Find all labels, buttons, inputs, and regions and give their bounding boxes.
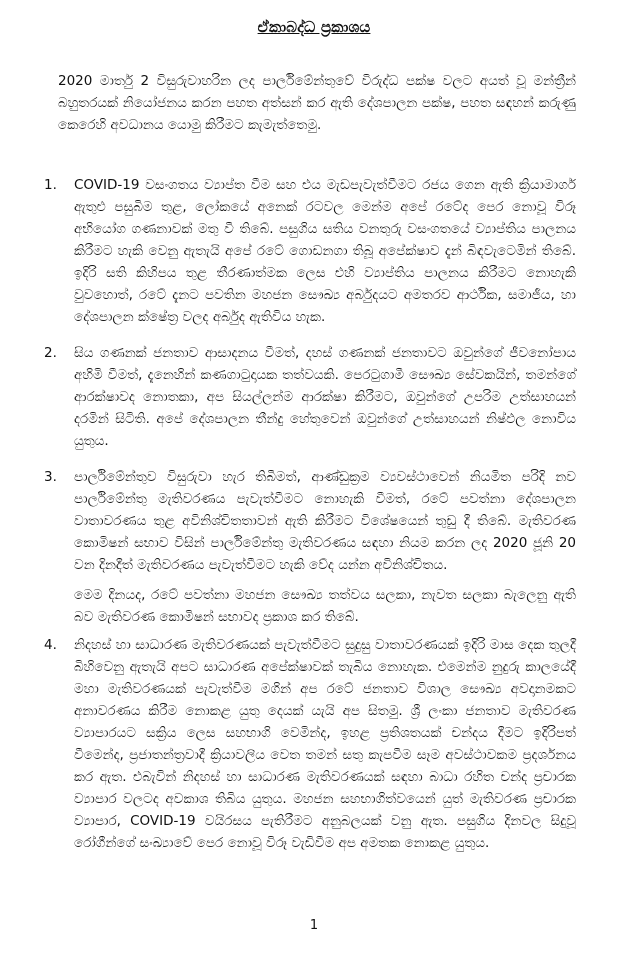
item-body bbox=[74, 634, 576, 854]
page-number: 1 bbox=[309, 918, 319, 933]
numbered-item-3 bbox=[44, 466, 576, 628]
item-body bbox=[74, 466, 576, 628]
document-title: ඒකාබද්ධ ප්‍රකාශය bbox=[257, 18, 371, 36]
item-paragraph: මෙම දිනයද, රටේ පවත්නා මහජන සෞඛ්‍ය තත්වය සලකා, නැවත සලකා බැලෙනු ඇති බව මැතිවරණ කොමිෂන් සභාවද ප්‍රකාශ කර තිබේ. bbox=[74, 587, 576, 625]
item-number: 1. bbox=[44, 177, 57, 193]
item-number: 2. bbox=[44, 345, 57, 361]
item-number: 3. bbox=[44, 469, 57, 485]
item-paragraph: පාර්ලිමේන්තුව විසුරුවා හැර තිබීමත්, ආණ්ඩුක්‍රම ව්‍යවස්ථාවෙන් නියමිත පරිදි නව පාර්ලිමේන්තු මැතිවරණය පැවැත්වීමට නොහැකි වීමත්, රටේ පවත්නා දේශපාලන වාතාවරණය තුළ අවිනිශ්චිතතාවන් ඇති කිරීමට විශේෂයෙන් තුඩු දී තිබේ. මැතිවරණ කොමිෂන් සභාව විසින් පාර්ලිමේන්තු මැතිවරණය සඳහා නියම කරන ලද 2020 ජූනි 20 වන දිනදීත් මැතිවරණය පැවැත්වීමට හැකි වේද යන්න අවිනිශ්චිතය. bbox=[74, 469, 576, 573]
item-body bbox=[74, 342, 576, 452]
item-paragraph: COVID-19 වසංගතය ව්‍යාප්ත වීම සහ එය මැඩපැවැත්වීමට රජය ගෙන ඇති ක්‍රියාමාර්ග ඇතුළු පසුබිම තුළ, ලෝකයේ අනෙක් රටවල මෙන්ම අපේ රටේද පෙර නොවූ විරූ අභියෝග ගණනාවක් මතු වී තිබේ. පසුගිය සතිය වනතුරු වසංගතයේ ව්‍යාප්තිය පාලනය කිරීමට හැකි වෙනු ඇතැයි අපේ රටේ ගොඩනගා තිබූ අපේක්ෂාව දැන් බිඳවැටෙමින් තිබේ. ඉදිරි සති කිහිපය තුළ තීරණාත්මක ලෙස එහි ව්‍යාප්තිය පාලනය කිරීමට නොහැකි වුවහොත්, රටේ දැනට පවතින මහජන සෞඛ්‍ය අර්බුදයට අමතරව ආර්ථික, සමාජීය, හා දේශපාලන ක්ෂේත්‍ර වලද අර්බුද ඇතිවිය හැක. bbox=[74, 177, 576, 325]
item-paragraph: සිය ගණනක් ජනතාව ආසාදනය වීමත්, දහස් ගණනක් ජනතාවට ඔවුන්ගේ ජීවනෝපාය අහිමි වීමත්, දැනෙහින් කණගාටුදායක තත්වයකි. පෙරටුගාමී සෞඛ්‍ය සේවකයින්, තමන්ගේ ආරක්ෂාවද නොතකා, අප සියල්ලන්ම ආරක්ෂා කිරීමට, ඔවුන්ගේ උපරිම උත්සාහයන් දරමින් සිටිති. අපේ දේශපාලන තීන්දු හේතුවෙන් ඔවුන්ගේ උත්සාහයන් නිෂ්ඵල නොවිය යුතුය. bbox=[74, 345, 576, 449]
intro-paragraph: 2020 මාර්තු 2 විසුරුවාහරින ලද පාර්ලිමේන්තුවේ විරුද්ධ පක්ෂ වලට අයත් වූ මන්ත්‍රීන් බහුතරයක් නියෝජනය කරන පහත අත්සන් කර ඇති දේශපාලන පක්ෂ, පහත සඳහන් කරුණු කෙරෙහි අවධානය යොමු කිරීමට කැමැත්තෙමු. bbox=[58, 73, 576, 133]
numbered-item-2 bbox=[44, 342, 576, 452]
numbered-item-1 bbox=[44, 174, 576, 328]
item-number: 4. bbox=[44, 637, 57, 653]
numbered-item-4 bbox=[44, 634, 576, 854]
item-body bbox=[74, 174, 576, 328]
item-paragraph: නිදහස් හා සාධාරණ මැතිවරණයක් පැවැත්වීමට සුදුසු වාතාවරණයක් ඉදිරි මාස දෙක තුලදී බිහිවෙනු ඇතැයි අපට සාධාරණ අපේක්ෂාවක් තැබිය නොහැක. එමෙන්ම නුදුරු කාලයේදී මහා මැතිවරණයක් පැවැත්වීම මගින් අප රටේ ජනතාව විශාල සෞඛ්‍ය අවදානමකට අනාවරණය කිරීම නොකළ යුතු දෙයක් යැයි අප සිතමු. ශ්‍රී ලංකා ජනතාව මැතිවරණ ව්‍යාපාරයට සක්‍රිය ලෙස සහභාගි වෙමින්ද, ඉහළ ප්‍රතිශතයක් චන්දය දීමට ඉදිරිපත් වීමෙන්ද, ප්‍රජාතන්ත්‍රවාදී ක්‍රියාවලිය වෙත තමන් සතු කැපවීම සෑම අවස්ථාවකම ප්‍රදර්ශනය කර ඇත. එබැවින් නිදහස් හා සාධාරණ මැතිවරණයක් සඳහා බාධා රහිත චන්ද ප්‍රචාරක ව්‍යාපාර වලටද අවකාශ තිබිය යුතුය. මහජන සහභාගිත්වයෙන් යුත් මැතිවරණ ප්‍රචාරක ව්‍යාපාර, COVID-19 වයිරසය පැතිරීමට අනුබලයක් වනු ඇත. පසුගිය දිනවල සිදුවූ රෝගීන්ගේ සංඛ්‍යාවේ පෙර නොවූ විරූ වැඩිවීම අප අමතක නොකළ යුතුය. bbox=[74, 637, 576, 851]
